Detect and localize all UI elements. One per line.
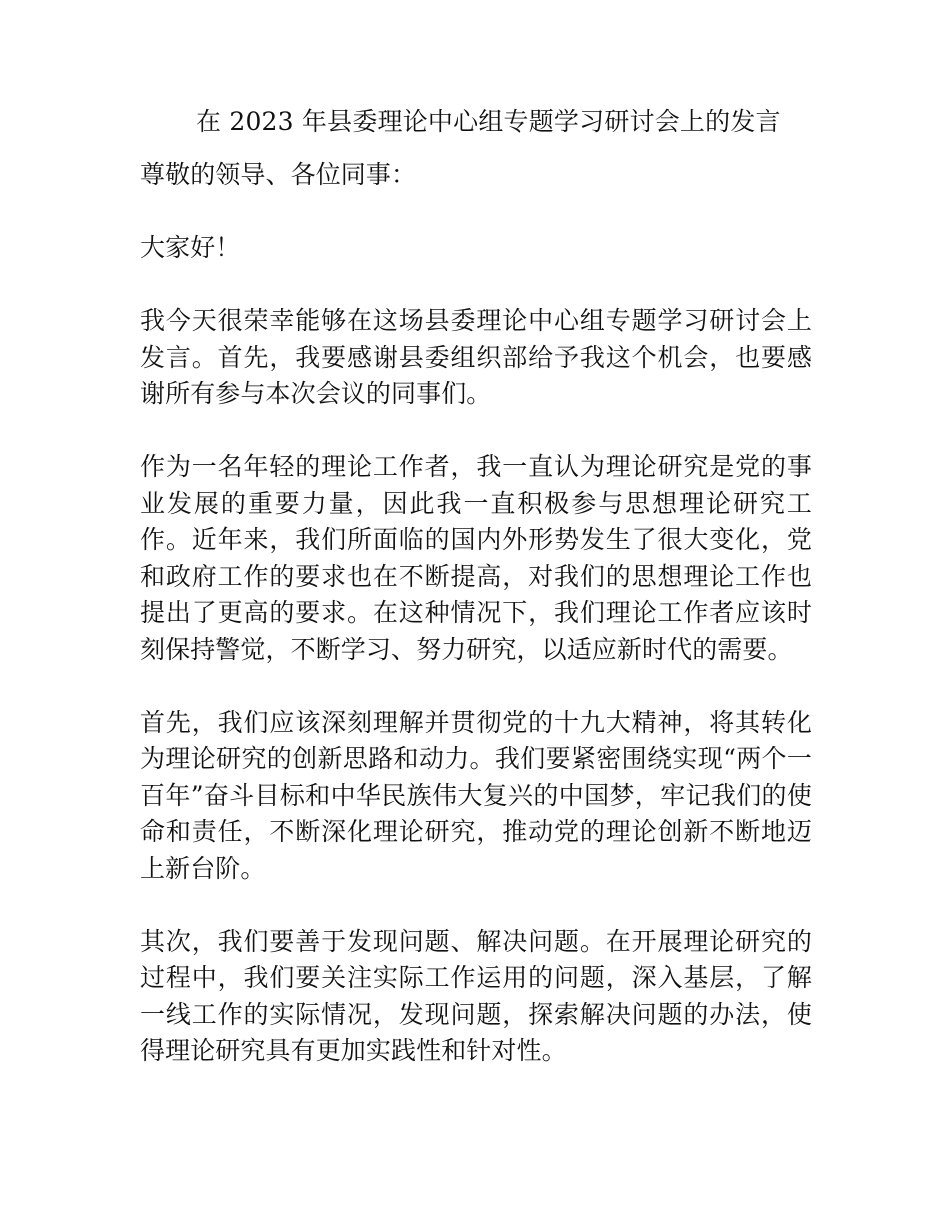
paragraph-first-point: 首先，我们应该深刻理解并贯彻党的十九大精神，将其转化为理论研究的创新思路和动力。我们要紧密围绕实现“两个一百年”奋斗目标和中华民族伟大复兴的中国梦，牢记我们的使命和责任，不断深化理论研究，推动党的理论创新不断地迈上新台阶。	[140, 707, 812, 883]
paragraph-intro: 我今天很荣幸能够在这场县委理论中心组专题学习研讨会上发言。首先，我要感谢县委组织部给予我这个机会，也要感谢所有参与本次会议的同事们。	[140, 306, 812, 408]
greeting: 大家好！	[140, 233, 241, 262]
document-title: 在 2023 年县委理论中心组专题学习研讨会上的发言	[196, 107, 781, 136]
paragraph-second-point: 其次，我们要善于发现问题、解决问题。在开展理论研究的过程中，我们要关注实际工作运用的问题，深入基层，了解一线工作的实际情况，发现问题，探索解决问题的办法，使得理论研究具有更加实践性和针对性。	[140, 926, 812, 1065]
document-body	[140, 157, 812, 1106]
salutation: 尊敬的领导、各位同事：	[140, 160, 417, 189]
paragraph-background: 作为一名年轻的理论工作者，我一直认为理论研究是党的事业发展的重要力量，因此我一直积极参与思想理论研究工作。近年来，我们所面临的国内外形势发生了很大变化，党和政府工作的要求也在不断提高，对我们的思想理论工作也提出了更高的要求。在这种情况下，我们理论工作者应该时刻保持警觉，不断学习、努力研究，以适应新时代的需要。	[140, 452, 812, 664]
